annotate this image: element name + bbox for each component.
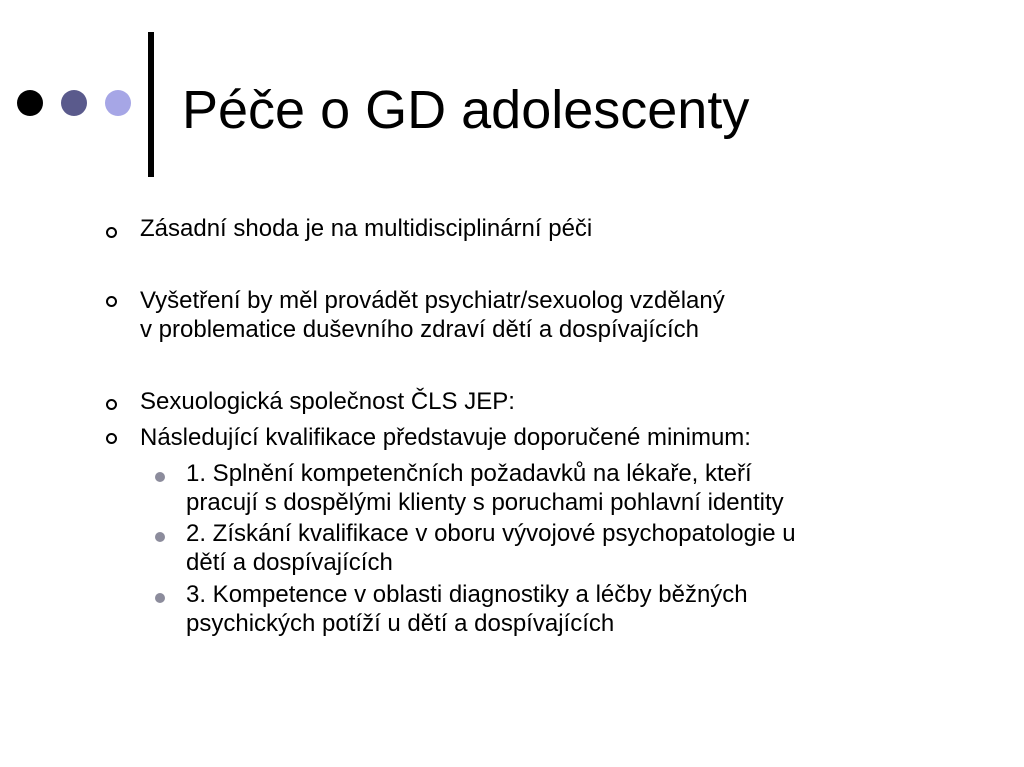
bullet-item	[140, 214, 592, 243]
sub-bullet-item	[186, 459, 784, 517]
bullet-ring-icon	[106, 296, 117, 307]
sub-bullet-item	[186, 580, 748, 638]
bullet-item	[140, 423, 751, 452]
bullet-ring-icon	[106, 227, 117, 238]
bullet-ring-icon	[106, 433, 117, 444]
bullet-text: v problematice duševního zdraví dětí a dospívajících	[140, 316, 699, 343]
sub-bullet-item	[186, 519, 796, 577]
sub-bullet-text: psychických potíží u dětí a dospívajících	[186, 610, 615, 637]
sub-bullet-text: 3. Kompetence v oblasti diagnostiky a léčby běžných	[186, 581, 748, 608]
sub-bullet-text: 1. Splnění kompetenčních požadavků na lékaře, kteří	[186, 460, 752, 487]
sub-bullet-dot-icon	[155, 593, 165, 603]
bullet-ring-icon	[106, 399, 117, 410]
bullet-text: Zásadní shoda je na multidisciplinární péči	[140, 215, 593, 242]
bullet-text: Následující kvalifikace představuje doporučené minimum:	[140, 424, 751, 451]
sub-bullet-text: dětí a dospívajících	[186, 549, 393, 576]
dot-lavender	[105, 90, 131, 116]
bullet-item	[140, 387, 515, 416]
sub-bullet-text: 2. Získání kvalifikace v oboru vývojové psychopatologie u	[186, 520, 796, 547]
dot-black	[17, 90, 43, 116]
bullet-text: Sexuologická společnost ČLS JEP:	[140, 388, 515, 415]
title-divider	[148, 32, 154, 177]
sub-bullet-text: pracují s dospělými klienty s poruchami pohlavní identity	[186, 489, 784, 516]
sub-bullet-dot-icon	[155, 472, 165, 482]
slide-title: Péče o GD adolescenty	[182, 80, 750, 140]
sub-bullet-dot-icon	[155, 532, 165, 542]
bullet-item	[140, 286, 725, 344]
bullet-text: Vyšetření by měl provádět psychiatr/sexuolog vzdělaný	[140, 287, 725, 314]
dot-slate	[61, 90, 87, 116]
